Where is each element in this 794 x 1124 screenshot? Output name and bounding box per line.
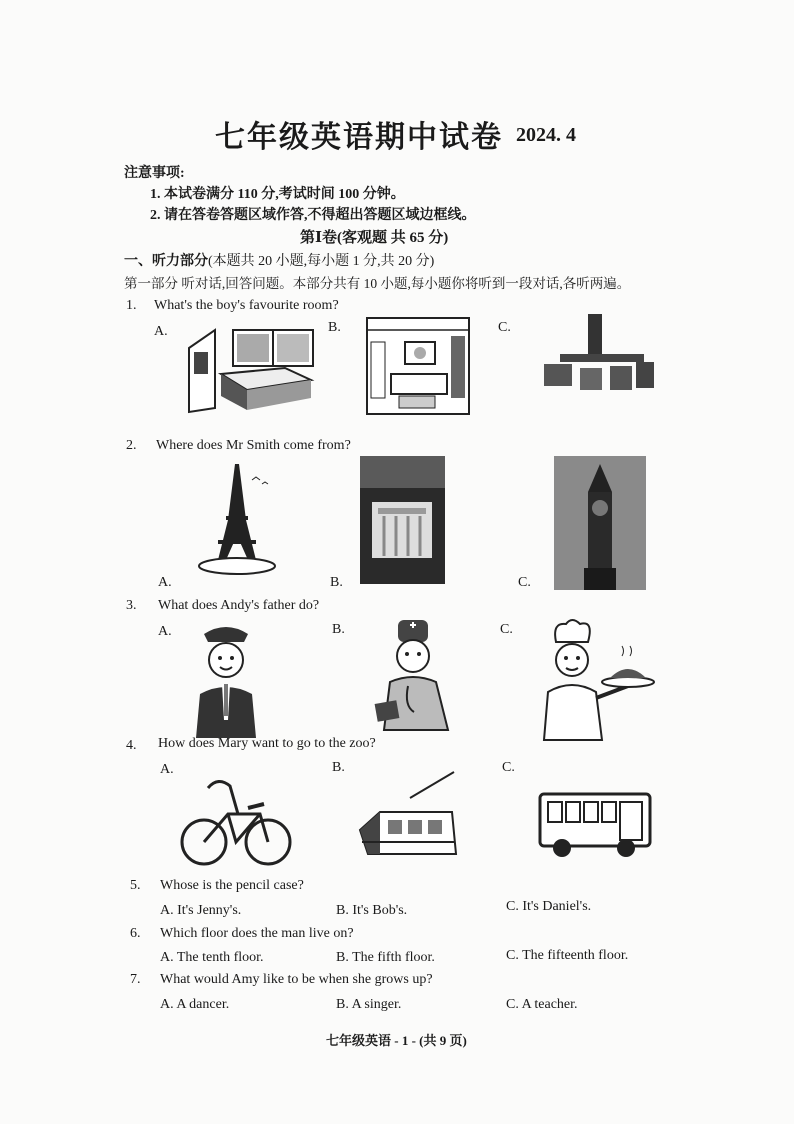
option-c: C. The fifteenth floor. [506,948,629,963]
question-number: 4. [126,738,137,753]
option-label-c: C. [500,622,513,637]
policeman-icon [190,620,262,740]
section-heading [124,250,434,270]
option-c: C. A teacher. [506,997,578,1012]
white-house-icon [360,456,445,584]
option-label-a: A. [158,575,172,590]
question-text: What's the boy's favourite room? [154,298,339,313]
option-label-c: C. [502,760,515,775]
question-text: What does Andy's father do? [158,598,320,613]
option-b: B. A singer. [336,997,402,1012]
eiffel-tower-icon [196,460,278,578]
cook-icon [542,616,656,742]
option-c: C. It's Daniel's. [506,899,592,914]
notes-heading: 注意事项: [124,166,185,181]
question-number: 3. [126,598,137,613]
option-label-a: A. [160,762,174,777]
option-label-c: C. [518,575,531,590]
section-info: (本题共 20 小题,每小题 1 分,共 20 分) [208,254,435,269]
question-number: 5. [130,878,141,893]
option-label-b: B. [332,760,345,775]
option-label-b: B. [330,575,343,590]
bus-icon [536,790,656,860]
option-label-c: C. [498,320,511,335]
option-label-b: B. [328,320,341,335]
train-icon [358,768,458,862]
part1-instructions: 第一部分 听对话,回答问题。本部分共有 10 小题,每小题你将听到一段对话,各听两遍。 [124,276,631,291]
question-number: 1. [126,298,137,313]
exam-title: 七年级英语期中试卷 [215,120,503,155]
doctor-icon [372,616,456,732]
question-number: 2. [126,438,137,453]
note-item-1: 1. 本试卷满分 110 分,考试时间 100 分钟。 [150,187,405,202]
option-a: A. The tenth floor. [160,950,264,965]
question-number: 6. [130,926,141,941]
exam-date: 2024. 4 [516,124,576,146]
option-b: B. The fifth floor. [336,950,435,965]
living-room-icon [365,316,471,416]
dining-room-icon [540,314,655,398]
question-text: What would Amy like to be when she grows up? [160,972,433,987]
question-number: 7. [130,972,141,987]
bedroom-icon [185,324,315,416]
option-label-a: A. [154,324,168,339]
option-label-b: B. [332,622,345,637]
note-item-2: 2. 请在答卷答题区域作答,不得超出答题区域边框线。 [150,208,476,223]
option-label-a: A. [158,624,172,639]
question-text: Where does Mr Smith come from? [156,438,351,453]
big-ben-icon [554,456,646,590]
volume-title: 第Ⅰ卷(客观题 共 65 分) [300,230,449,246]
question-text: Which floor does the man live on? [160,926,354,941]
question-text: Whose is the pencil case? [160,878,304,893]
section-label: 一、听力部分 [124,254,208,269]
bicycle-icon [178,768,294,872]
question-text: How does Mary want to go to the zoo? [158,736,376,751]
option-a: A. A dancer. [160,997,230,1012]
option-b: B. It's Bob's. [336,903,408,918]
page-footer: 七年级英语 - 1 - (共 9 页) [326,1033,467,1048]
option-a: A. It's Jenny's. [160,903,242,918]
